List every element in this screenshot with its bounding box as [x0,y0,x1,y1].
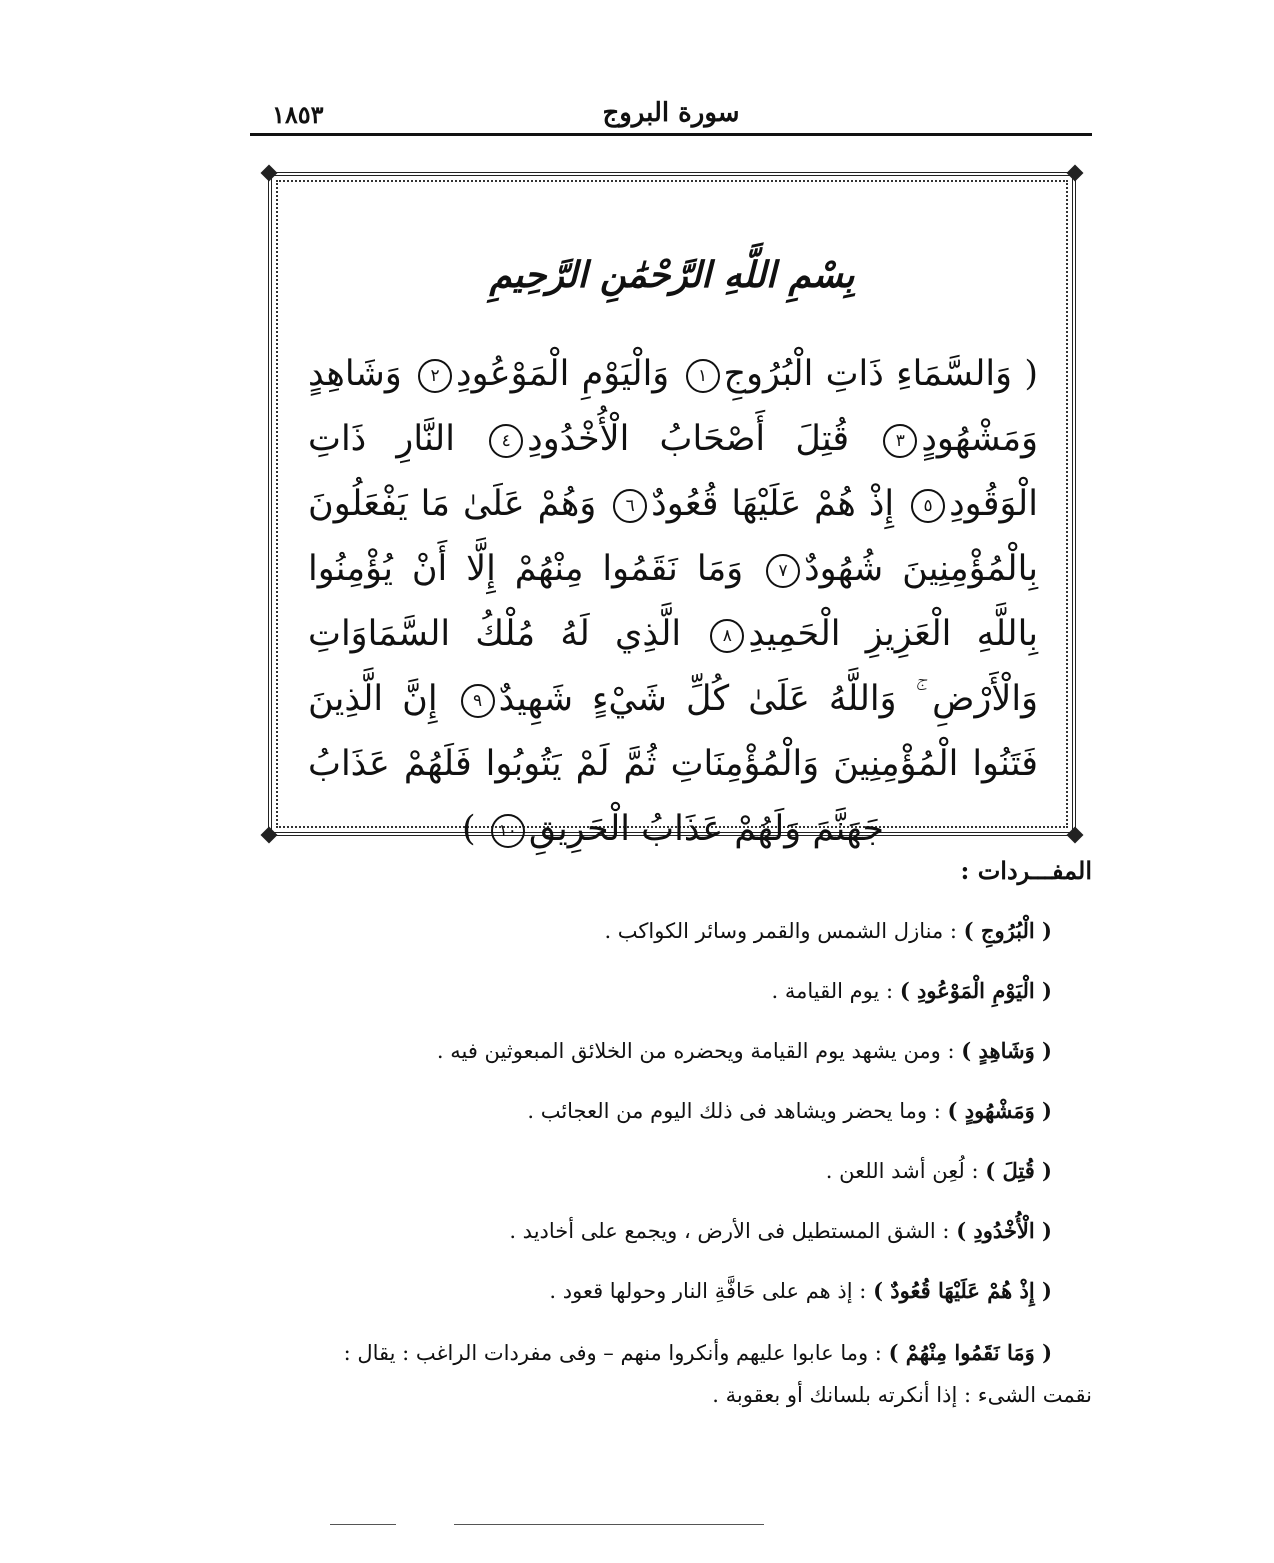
page-number: ١٨٥٣ [272,100,324,129]
vocabulary-item [252,1092,1052,1152]
vocabulary-definition: : يوم القيامة . [771,979,894,1003]
vocabulary-item [252,1212,1052,1272]
verse-text: وَهُمْ عَلَىٰ مَا يَفْعَلُونَ بِالْمُؤْمِنِينَ شُهُودٌ [308,484,1038,589]
verse-number-marker: ٨ [710,619,744,653]
verse-number-marker: ٤ [489,424,523,458]
vocabulary-heading: المفـــردات : [960,856,1092,885]
verse-text: ( وَالسَّمَاءِ ذَاتِ الْبُرُوجِ [723,354,1038,394]
vocabulary-definition: : إذ هم على حَافَّةِ النار وحولها قعود . [549,1279,867,1303]
verse-text: النَّارِ ذَاتِ الْوَقُودِ [308,419,1038,524]
verses-text [308,342,1038,862]
vocabulary-definition-continuation: نقمت الشىء : إذا أنكرته بلسانك أو بعقوبة . [712,1383,1092,1407]
vocabulary-item [252,972,1052,1032]
verse-number-marker: ١٠ [491,814,525,848]
vocabulary-definition: : لُعِن أشد اللعن . [825,1159,979,1183]
vocabulary-definition: : وما عابوا عليهم وأنكروا منهم – وفى مفردات الراغب : يقال : [343,1341,882,1365]
vocabulary-definition: : ومن يشهد يوم القيامة ويحضره من الخلائق المبعوثين فيه . [436,1039,955,1063]
surah-title: سورة البروج [602,98,740,128]
frame-corner-ornament [261,827,278,844]
vocabulary-term: ( الْيَوْمِ الْمَوْعُودِ ) [899,978,1052,1003]
vocabulary-definition: : وما يحضر ويشاهد فى ذلك اليوم من العجائب . [527,1099,941,1123]
verse-number-marker: ١ [686,359,720,393]
frame-corner-ornament [261,165,278,182]
verse-number-marker: ٣ [883,424,917,458]
verse-text: وَشَاهِدٍ وَمَشْهُودٍ [308,354,1038,459]
vocabulary-term: ( الْبُرُوجِ ) [963,918,1052,943]
vocabulary-item [252,1032,1052,1092]
verse-number-marker: ٥ [911,489,945,523]
vocabulary-term: ( وَشَاهِدٍ ) [961,1038,1052,1063]
vocabulary-list [252,912,1092,1416]
vocabulary-term: ( قُتِلَ ) [985,1158,1052,1183]
frame-corner-ornament [1067,165,1084,182]
verse-number-marker: ٦ [613,489,647,523]
verse-text: إِذْ هُمْ عَلَيْهَا قُعُودٌ [651,484,895,524]
basmala: بِسْمِ اللَّهِ الرَّحْمَٰنِ الرَّحِيمِ [489,254,855,296]
vocabulary-item [252,1272,1052,1332]
vocabulary-term: ( وَمَا نَقَمُوا مِنْهُمْ ) [888,1340,1052,1365]
vocabulary-term: ( الْأُخْدُودِ ) [956,1218,1052,1243]
verse-number-marker: ٧ [766,554,800,588]
verses-frame [268,172,1076,849]
vocabulary-item [252,1152,1052,1212]
vocabulary-definition: : منازل الشمس والقمر وسائر الكواكب . [604,919,957,943]
verse-text: وَالْيَوْمِ الْمَوْعُودِ [456,354,670,394]
page-header [250,92,1092,136]
verse-text: إِنَّ الَّذِينَ فَتَنُوا الْمُؤْمِنِينَ وَالْمُؤْمِنَاتِ ثُمَّ لَمْ يَتُوبُوا فَلَهُمْ عَذَابُ جَهَنَّمَ وَلَهُمْ عَذَابُ الْحَرِيقِ [308,679,1038,849]
closing-parenthesis: ) [462,809,476,849]
verse-text: وَمَا نَقَمُوا مِنْهُمْ إِلَّا أَنْ يُؤْمِنُوا بِاللَّهِ الْعَزِيزِ الْحَمِيدِ [308,549,1038,654]
vocabulary-item [252,912,1052,972]
header-rule [250,133,1092,136]
footer-rule [330,1524,396,1525]
frame-corner-ornament [1067,827,1084,844]
verse-number-marker: ٩ [461,684,495,718]
vocabulary-item [252,1332,1092,1416]
footer-rule [454,1524,764,1525]
verse-text: الَّذِي لَهُ مُلْكُ السَّمَاوَاتِ وَالْأَرْضِ ۚ وَاللَّهُ عَلَىٰ كُلِّ شَيْءٍ شَهِيدٌ [308,614,1038,719]
verse-number-marker: ٢ [418,359,452,393]
vocabulary-definition: : الشق المستطيل فى الأرض ، ويجمع على أخاديد . [509,1219,950,1243]
vocabulary-term: ( إِذْ هُمْ عَلَيْهَا قُعُودٌ ) [873,1278,1052,1303]
vocabulary-term: ( وَمَشْهُودٍ ) [947,1098,1052,1123]
verse-text: قُتِلَ أَصْحَابُ الْأُخْدُودِ [527,419,850,459]
